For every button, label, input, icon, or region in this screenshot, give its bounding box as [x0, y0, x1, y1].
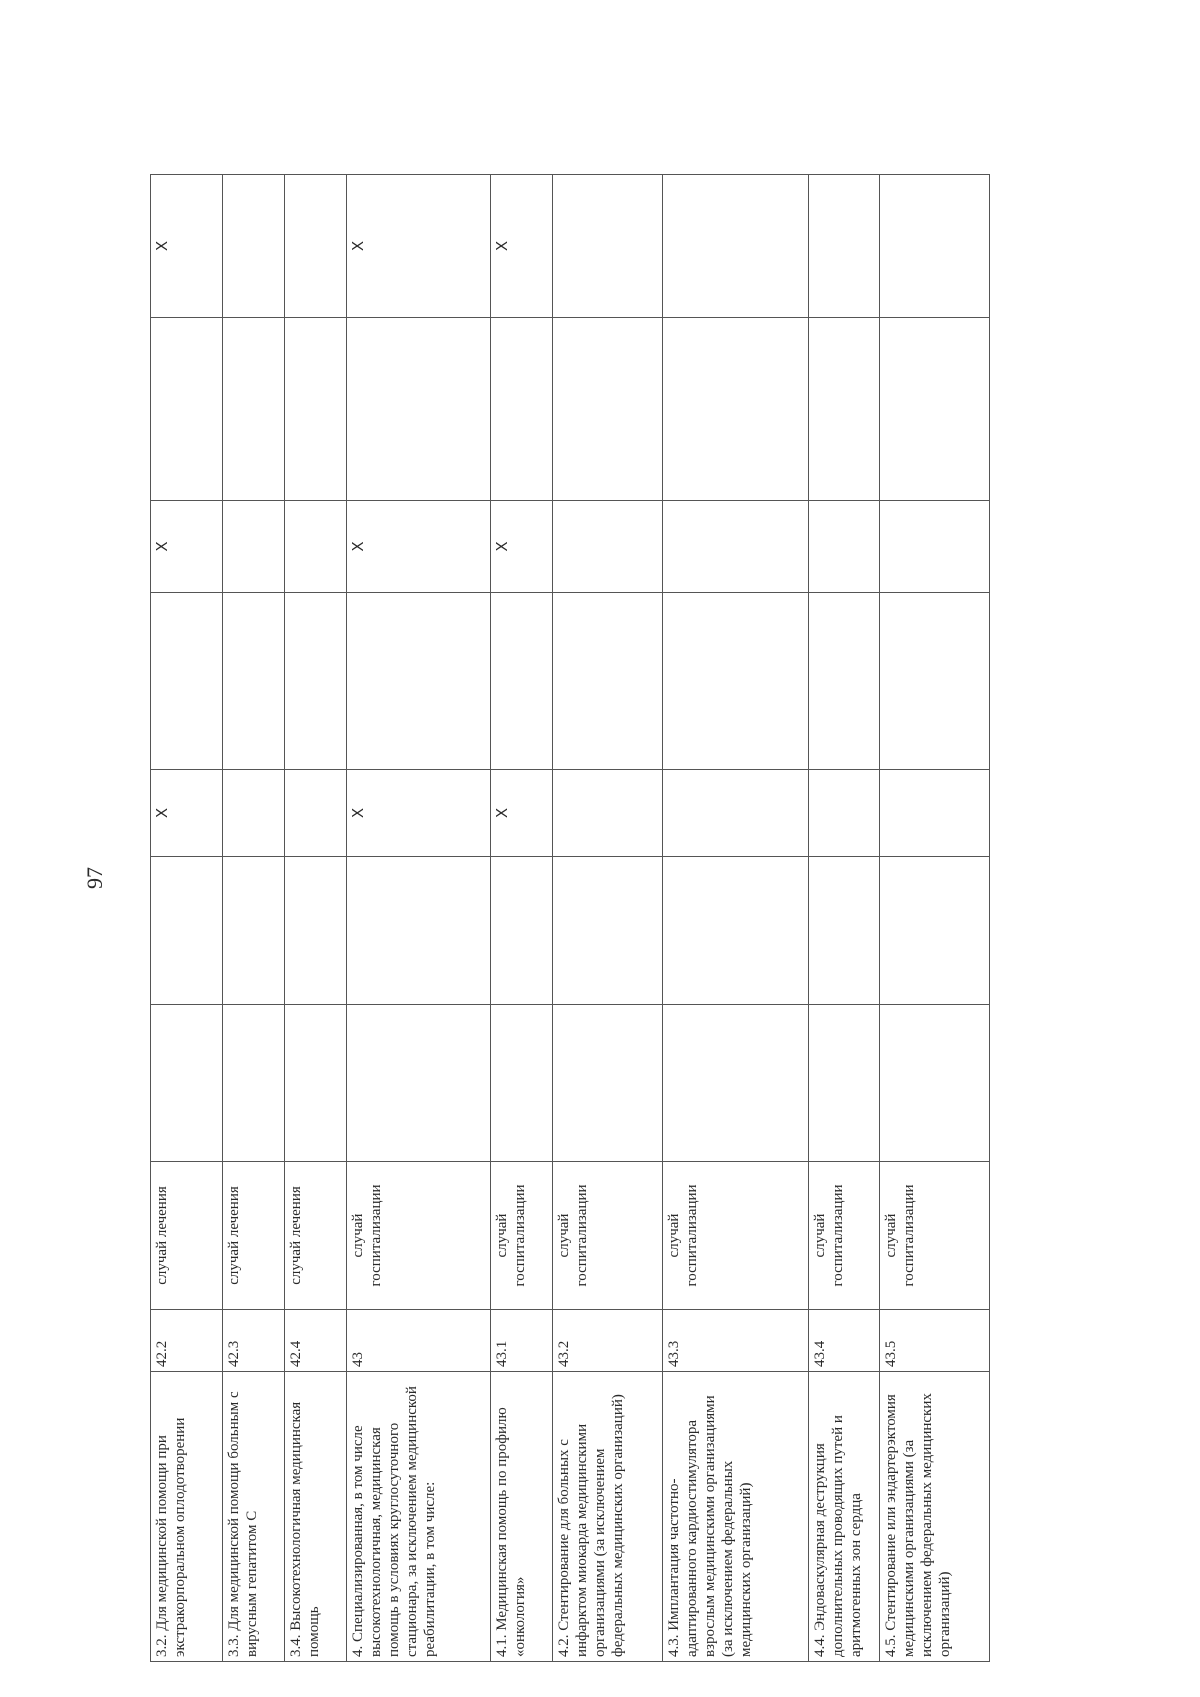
row-value-cell [222, 857, 284, 1005]
row-name-cell: 4.2. Стентирование для больных с инфарктом миокарда медицинскими организациями (за исключением федеральных медицинских организаций) [553, 1372, 663, 1662]
row-value-cell [490, 318, 552, 501]
row-value-cell: X [151, 770, 223, 857]
row-code-cell: 42.3 [222, 1310, 284, 1372]
row-value-cell [222, 175, 284, 318]
row-value-cell: X [490, 175, 552, 318]
row-value-cell [879, 857, 989, 1005]
row-value-cell: X [347, 501, 491, 593]
row-value-cell [285, 770, 347, 857]
row-value-cell [809, 175, 880, 318]
row-value-cell [809, 593, 880, 770]
row-value-cell [553, 857, 663, 1005]
rotated-table-frame [150, 175, 990, 1662]
row-value-cell [222, 593, 284, 770]
row-value-cell [222, 318, 284, 501]
row-value-cell: X [490, 770, 552, 857]
row-value-cell [347, 857, 491, 1005]
row-value-cell [222, 501, 284, 593]
table-row [151, 175, 223, 1662]
row-value-cell [879, 593, 989, 770]
row-value-cell [553, 593, 663, 770]
row-unit-cell: случай лечения [151, 1162, 223, 1310]
row-value-cell [151, 857, 223, 1005]
row-value-cell [490, 857, 552, 1005]
row-value-cell [879, 318, 989, 501]
row-name-cell: 4.1. Медицинская помощь по профилю «онкология» [490, 1372, 552, 1662]
row-value-cell [285, 1005, 347, 1162]
row-code-cell: 43.3 [663, 1310, 809, 1372]
row-unit-cell: случай госпитализации [809, 1162, 880, 1310]
row-value-cell [553, 318, 663, 501]
row-value-cell [879, 1005, 989, 1162]
table-row [809, 175, 880, 1662]
row-code-cell: 43.2 [553, 1310, 663, 1372]
row-value-cell [285, 175, 347, 318]
table-row [490, 175, 552, 1662]
row-value-cell [285, 501, 347, 593]
row-code-cell: 43.4 [809, 1310, 880, 1372]
row-value-cell: X [151, 175, 223, 318]
table-row [285, 175, 347, 1662]
row-value-cell [663, 501, 809, 593]
row-value-cell [663, 857, 809, 1005]
row-code-cell: 43.1 [490, 1310, 552, 1372]
row-unit-cell: случай госпитализации [663, 1162, 809, 1310]
row-unit-cell: случай госпитализации [553, 1162, 663, 1310]
row-value-cell [553, 501, 663, 593]
row-name-cell: 3.4. Высокотехнологичная медицинская помощь [285, 1372, 347, 1662]
row-value-cell [553, 175, 663, 318]
row-name-cell: 3.2. Для медицинской помощи при экстракорпоральном оплодотворении [151, 1372, 223, 1662]
row-value-cell [809, 501, 880, 593]
table-row [553, 175, 663, 1662]
row-name-cell: 4.5. Стентирование или эндартерэктомия медицинскими организациями (за исключением федеральных медицинских организаций) [879, 1372, 989, 1662]
row-value-cell [809, 770, 880, 857]
row-value-cell [809, 318, 880, 501]
row-value-cell [151, 1005, 223, 1162]
row-unit-cell: случай лечения [285, 1162, 347, 1310]
row-value-cell [663, 593, 809, 770]
row-value-cell [222, 770, 284, 857]
row-value-cell [347, 593, 491, 770]
row-value-cell [663, 175, 809, 318]
row-value-cell [151, 318, 223, 501]
row-value-cell [879, 770, 989, 857]
row-value-cell: X [151, 501, 223, 593]
row-value-cell [879, 175, 989, 318]
page-number: 97 [82, 867, 107, 889]
row-value-cell [553, 1005, 663, 1162]
table-row [879, 175, 989, 1662]
row-value-cell [285, 318, 347, 501]
row-value-cell [347, 318, 491, 501]
row-unit-cell: случай лечения [222, 1162, 284, 1310]
row-unit-cell: случай госпитализации [879, 1162, 989, 1310]
row-value-cell [663, 318, 809, 501]
row-value-cell: X [347, 175, 491, 318]
row-name-cell: 4.4. Эндоваскулярная деструкция дополнительных проводящих путей и аритмогенных зон сердца [809, 1372, 880, 1662]
row-value-cell [663, 1005, 809, 1162]
row-value-cell [285, 857, 347, 1005]
row-code-cell: 42.4 [285, 1310, 347, 1372]
row-value-cell: X [347, 770, 491, 857]
row-value-cell [222, 1005, 284, 1162]
row-value-cell [663, 770, 809, 857]
row-value-cell [809, 1005, 880, 1162]
row-value-cell [879, 501, 989, 593]
row-value-cell [490, 1005, 552, 1162]
row-code-cell: 43 [347, 1310, 491, 1372]
table-row [347, 175, 491, 1662]
row-unit-cell: случай госпитализации [347, 1162, 491, 1310]
row-name-cell: 3.3. Для медицинской помощи больным с вирусным гепатитом С [222, 1372, 284, 1662]
row-code-cell: 42.2 [151, 1310, 223, 1372]
row-value-cell [490, 593, 552, 770]
row-value-cell [151, 593, 223, 770]
table-row [222, 175, 284, 1662]
row-code-cell: 43.5 [879, 1310, 989, 1372]
row-name-cell: 4. Специализированная, в том числе высокотехнологичная, медицинская помощь в условиях круглосуточного стационара, за исключением медицинской реабилитации, в том числе: [347, 1372, 491, 1662]
row-value-cell [553, 770, 663, 857]
row-value-cell: X [490, 501, 552, 593]
row-name-cell: 4.3. Имплантация частотно-адаптированного кардиостимулятора взрослым медицинскими организациями (за исключением федеральных медицинских организаций) [663, 1372, 809, 1662]
table-row [663, 175, 809, 1662]
data-table [150, 174, 990, 1662]
row-value-cell [809, 857, 880, 1005]
row-value-cell [347, 1005, 491, 1162]
row-unit-cell: случай госпитализации [490, 1162, 552, 1310]
row-value-cell [285, 593, 347, 770]
